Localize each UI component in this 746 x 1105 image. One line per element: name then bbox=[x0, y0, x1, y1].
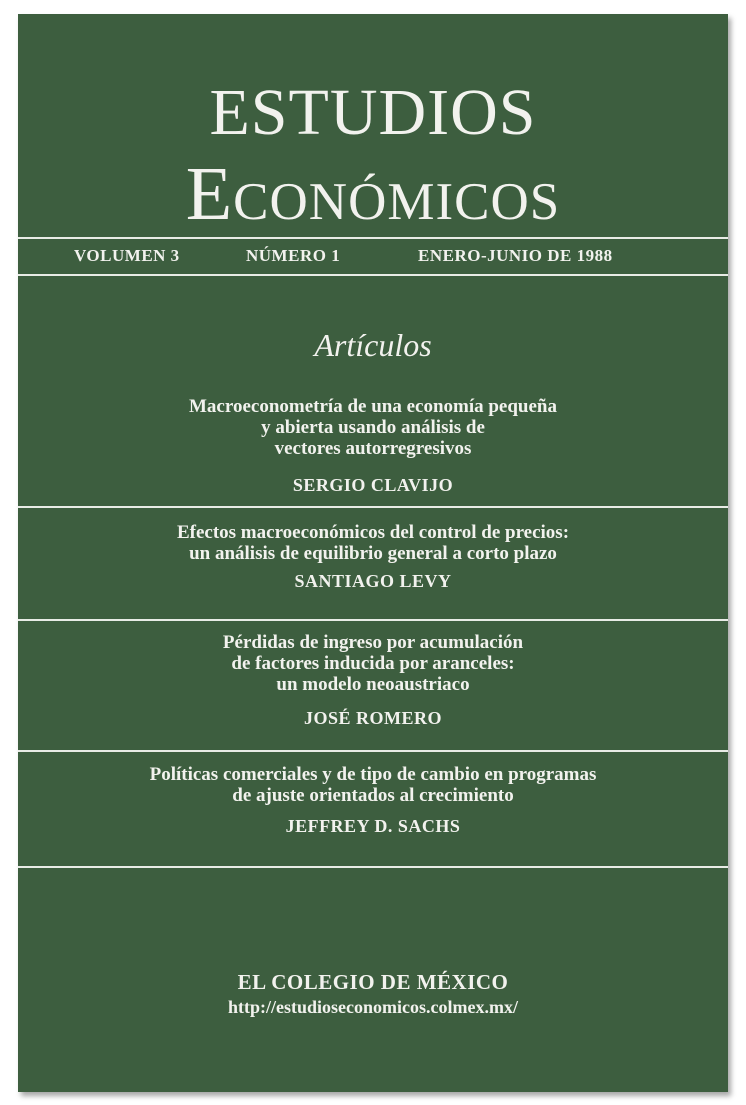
section-title: Artículos bbox=[314, 327, 432, 363]
article-author: JOSÉ ROMERO bbox=[303, 708, 442, 728]
publisher-url: http://estudioseconomicos.colmex.mx/ bbox=[228, 997, 518, 1017]
issue-number: NÚMERO 1 bbox=[246, 246, 341, 265]
issue-date: ENERO-JUNIO DE 1988 bbox=[418, 246, 613, 265]
journal-cover bbox=[18, 14, 728, 1092]
article-title: Políticas comerciales y de tipo de cambio en programas de ajuste orientados al crecimiento bbox=[149, 764, 597, 806]
article-1 bbox=[18, 396, 728, 496]
divider bbox=[18, 274, 728, 276]
article-author: JEFFREY D. SACHS bbox=[285, 816, 461, 836]
article-author: SERGIO CLAVIJO bbox=[292, 475, 454, 495]
divider bbox=[18, 237, 728, 239]
journal-title-line1: ESTUDIOS bbox=[209, 76, 537, 149]
journal-title-line2: Económicos bbox=[185, 152, 561, 236]
article-author: SANTIAGO LEVY bbox=[294, 571, 452, 591]
divider bbox=[18, 866, 728, 868]
article-title: Pérdidas de ingreso por acumulación de factores inducida por aranceles: un modelo neoaustriaco bbox=[222, 632, 524, 695]
article-title: Macroeconometría de una economía pequeña y abierta usando análisis de vectores autorregresivos bbox=[189, 396, 557, 459]
article-2 bbox=[18, 522, 728, 592]
divider bbox=[18, 619, 728, 621]
publisher-name: EL COLEGIO DE MÉXICO bbox=[237, 970, 509, 994]
issue-volume: VOLUMEN 3 bbox=[74, 246, 180, 265]
article-3 bbox=[18, 632, 728, 729]
publisher-block bbox=[18, 969, 728, 1019]
divider bbox=[18, 750, 728, 752]
article-title: Efectos macroeconómicos del control de precios: un análisis de equilibrio general a corto plazo bbox=[176, 522, 570, 564]
article-4 bbox=[18, 764, 728, 837]
divider bbox=[18, 506, 728, 508]
